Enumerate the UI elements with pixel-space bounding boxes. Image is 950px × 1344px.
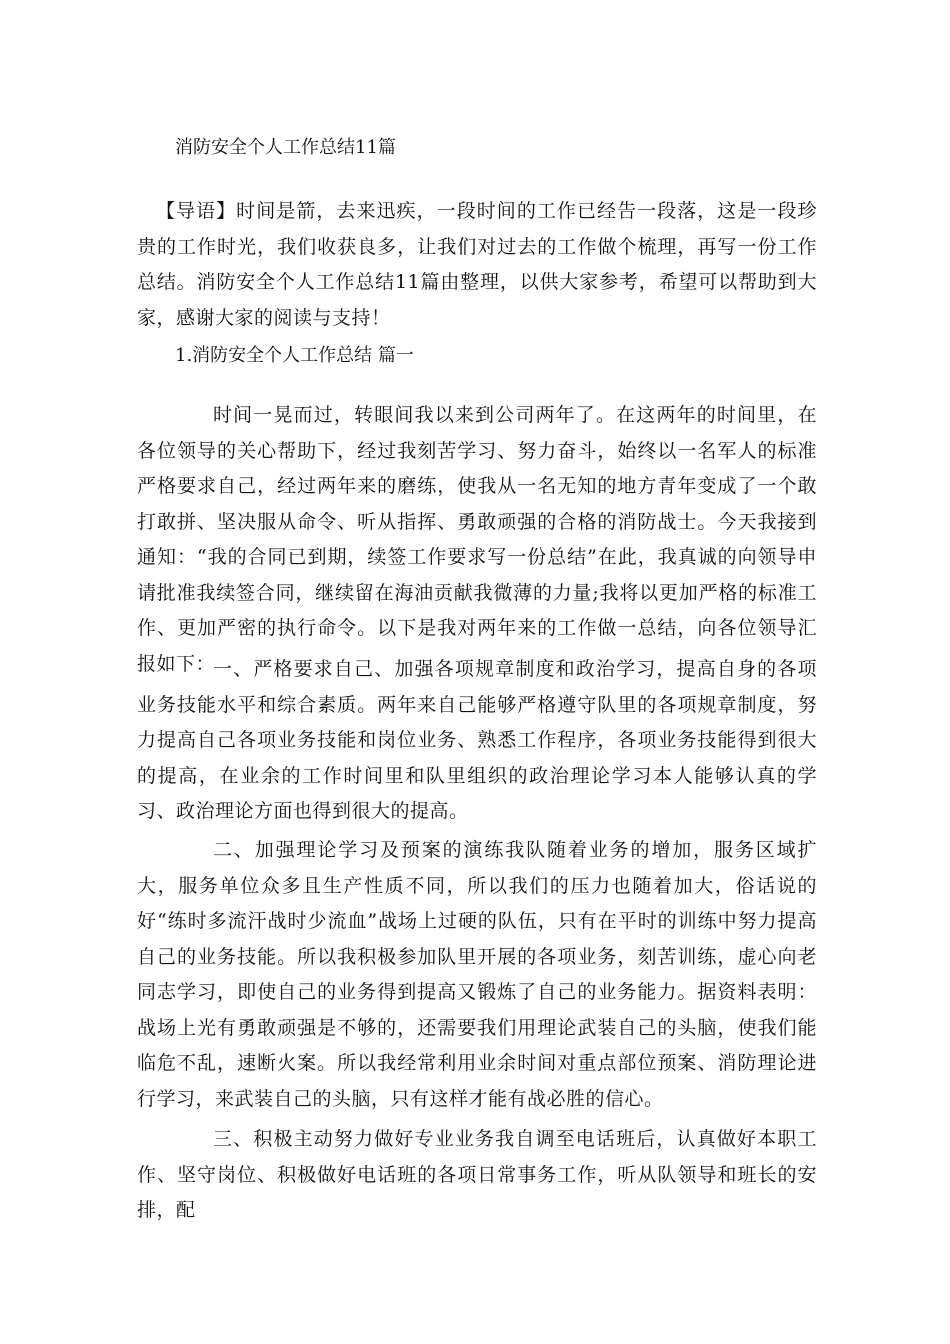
section-heading: 1.消防安全个人工作总结 篇一	[175, 345, 414, 366]
document-title: 消防安全个人工作总结11篇	[175, 137, 396, 158]
body-paragraph-3: 二、加强理论学习及预案的演练我队随着业务的增加，服务区域扩大，服务单位众多且生产性质不同，所以我们的压力也随着加大，俗话说的好“练时多流汗战时少流血”战场上过硬的队伍，只有在平时的训练中努力提高自己的业务技能。所以我积极参加队里开展的各项业务，刻苦训练，虚心向老同志学习，即使自己的业务得到提高又锻炼了自己的业务能力。据资料表明：战场上光有勇敢顽强是不够的，还需要我们用理论武装自己的头脑，使我们能临危不乱，速断火案。所以我经常利用业余时间对重点部位预案、消防理论进行学习，来武装自己的头脑，只有这样才能有战必胜的信心。	[137, 839, 817, 1110]
intro-paragraph: 【导语】时间是箭，去来迅疾，一段时间的工作已经告一段落，这是一段珍贵的工作时光，我们收获良多，让我们对过去的工作做个梳理，再写一份工作总结。消防安全个人工作总结11篇由整理，以供大家参考，希望可以帮助到大家，感谢大家的阅读与支持！	[137, 200, 817, 329]
body-paragraph-1: 时间一晃而过，转眼间我以来到公司两年了。在这两年的时间里，在各位领导的关心帮助下，经过我刻苦学习、努力奋斗，始终以一名军人的标准严格要求自己，经过两年来的磨练，使我从一名无知的地方青年变成了一个敢打敢拼、坚决服从命令、听从指挥、勇敢顽强的合格的消防战士。今天我接到通知：“我的合同已到期，续签工作要求写一份总结”在此，我真诚的向领导申请批准我续签合同，继续留在海油贡献我微薄的力量;我将以更加严格的标准工作、更加严密的执行命令。以下是我对两年来的工作做一总结，向各位领导汇报如下：	[137, 404, 817, 675]
body-paragraph-2: 一、严格要求自己、加强各项规章制度和政治学习，提高自身的各项业务技能水平和综合素质。两年来自己能够严格遵守队里的各项规章制度，努力提高自己各项业务技能和岗位业务、熟悉工作程序，各项业务技能得到很大的提高，在业余的工作时间里和队里组织的政治理论学习本人能够认真的学习、政治理论方面也得到很大的提高。	[137, 658, 817, 822]
body-paragraph-4: 三、积极主动努力做好专业业务我自调至电话班后，认真做好本职工作、坚守岗位、积极做好电话班的各项日常事务工作，听从队领导和班长的安排，配	[137, 1128, 817, 1221]
